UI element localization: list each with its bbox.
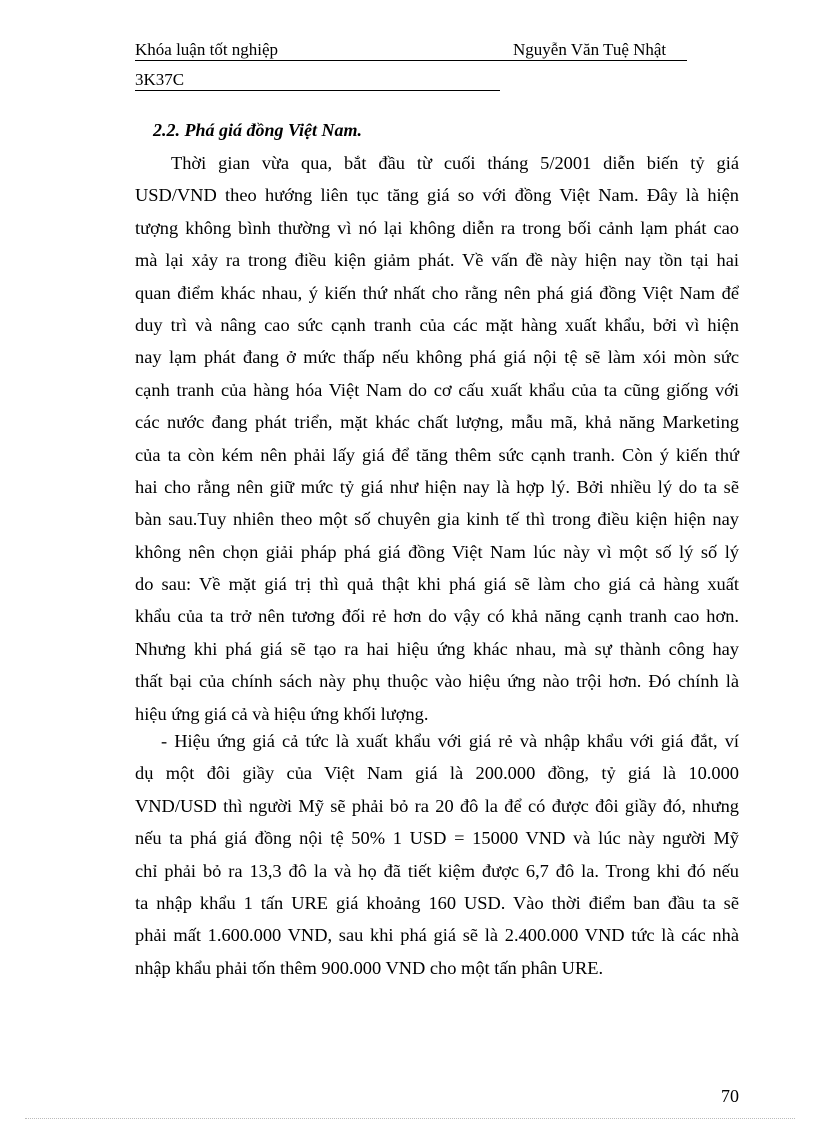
section-title: 2.2. Phá giá đồng Việt Nam. [153,120,363,140]
page-number: 70 [721,1086,739,1106]
paragraph-line: USD/VND theo hướng liên tục tăng giá so với đồng Việt Nam. Đây là hiện [135,185,739,206]
running-header [135,40,687,61]
paragraph-line: tượng không bình thường vì nó lại không diễn ra trong bối cảnh lạm phát cao [135,217,739,238]
paragraph-line: cạnh tranh của hàng hóa Việt Nam do cơ cấu xuất khẩu của ta cũng giống với [135,379,739,400]
paragraph-line: dụ một đôi giầy của Việt Nam giá là 200.000 đồng, tỷ giá là 10.000 [135,763,739,784]
paragraph-line: bàn sau.Tuy nhiên theo một số chuyên gia kinh tế thì trong điều kiện hiện nay [135,509,739,530]
paragraph-line: thất bại của chính sách này phụ thuộc vào hiệu ứng nào trội hơn. Đó chính là [135,671,739,692]
paragraph-2 [135,725,739,984]
thesis-label: Khóa luận tốt nghiệp [135,40,513,61]
footer-divider [25,1118,795,1119]
paragraph-line: VND/USD thì người Mỹ sẽ phải bỏ ra 20 đô la để có được đôi giầy đó, nhưng [135,795,739,816]
paragraph-line: ta nhập khẩu 1 tấn URE giá khoảng 160 USD. Vào thời điểm ban đầu ta sẽ [135,892,739,913]
paragraph-line: nếu ta phá giá đồng nội tệ 50% 1 USD = 15000 VND và lúc này người Mỹ [135,828,739,849]
paragraph-line: không nên chọn giải pháp phá giá đồng Việt Nam lúc này vì một số lý số lý [135,541,739,562]
paragraph-line: do sau: Về mặt giá trị thì quả thật khi phá giá sẽ làm cho giá cả hàng xuất [135,574,739,595]
paragraph-line: quan điểm khác nhau, ý kiến thứ nhất cho rằng nên phá giá đồng Việt Nam để [135,282,739,303]
paragraph-line: khẩu của ta trở nên tương đối rẻ hơn do vậy có khả năng cạnh tranh cao hơn. [135,606,739,627]
paragraph-line: duy trì và nâng cao sức cạnh tranh của các mặt hàng xuất khẩu, bởi vì hiện [135,314,739,335]
paragraph-line: - Hiệu ứng giá cả tức là xuất khẩu với giá rẻ và nhập khẩu với giá đắt, ví [161,731,739,751]
class-code: 3K37C [135,70,500,91]
class-code-row [135,70,500,91]
paragraph-line: hai cho rằng nên giữ mức tỷ giá như hiện nay là hợp lý. Bởi nhiều lý do ta sẽ [135,476,739,497]
author-name: Nguyễn Văn Tuệ Nhật [513,40,687,61]
paragraph-1 [135,147,739,730]
paragraph-line: hiệu ứng giá cả và hiệu ứng khối lượng. [135,703,429,724]
paragraph-line: mà lại xảy ra trong điều kiện giảm phát. Về vấn đề này hiện nay tồn tại hai [135,250,739,271]
paragraph-line: của ta còn kém nên phải lấy giá để tăng thêm sức cạnh tranh. Còn ý kiến thứ [135,444,739,465]
paragraph-line: Nhưng khi phá giá sẽ tạo ra hai hiệu ứng khác nhau, mà sự thành công hay [135,638,739,659]
paragraph-line: nay lạm phát đang ở mức thấp nếu không phá giá nội tệ sẽ làm xói mòn sức [135,347,739,368]
paragraph-line: chỉ phải bỏ ra 13,3 đô la và họ đã tiết kiệm được 6,7 đô la. Trong khi đó nếu [135,860,739,881]
paragraph-line: Thời gian vừa qua, bắt đầu từ cuối tháng 5/2001 diễn biến tỷ giá [171,153,739,173]
paragraph-line: các nước đang phát triển, mặt khác chất lượng, mẫu mã, khả năng Marketing [135,412,739,433]
paragraph-line: nhập khẩu phải tốn thêm 900.000 VND cho một tấn phân URE. [135,957,604,978]
paragraph-line: phải mất 1.600.000 VND, sau khi phá giá sẽ là 2.400.000 VND tức là các nhà [135,925,739,946]
